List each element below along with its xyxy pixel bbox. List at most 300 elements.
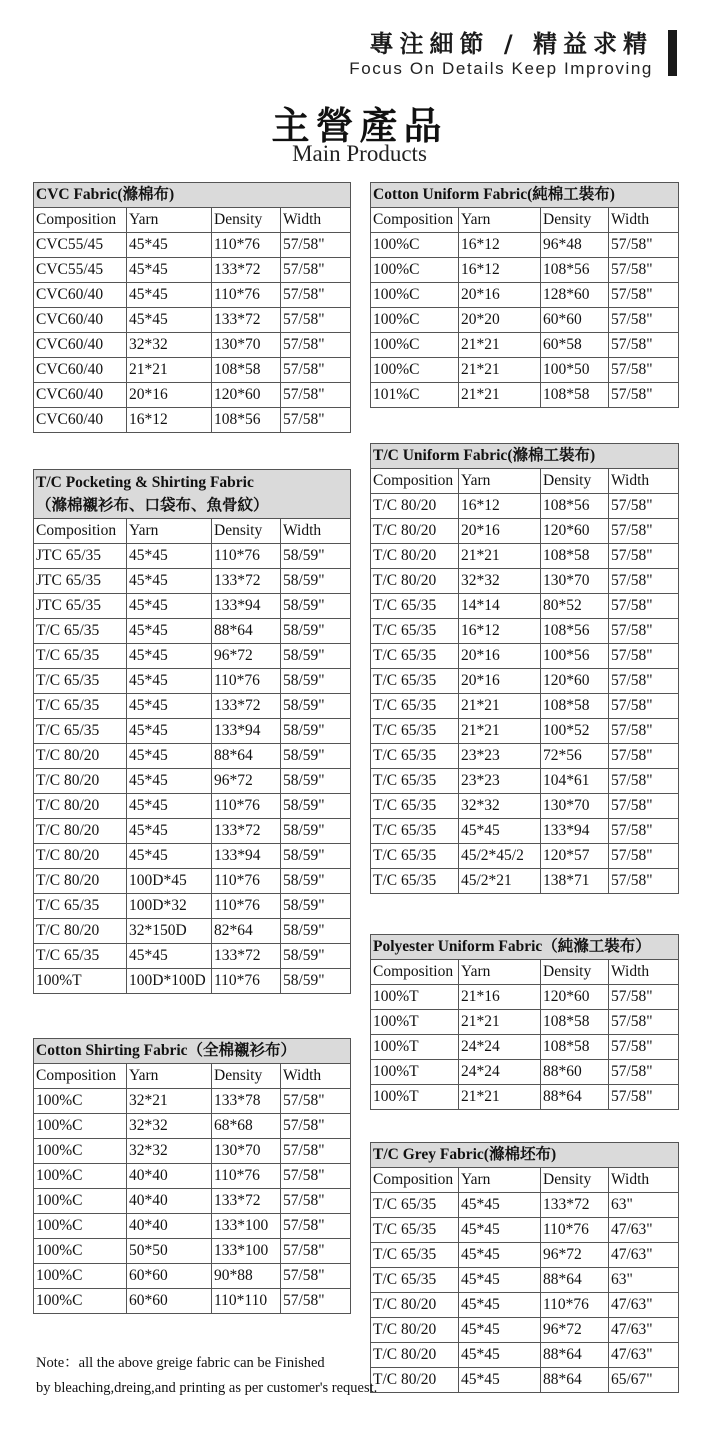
cell-yarn: 45*45: [127, 569, 212, 594]
cell-yarn: 16*12: [459, 233, 541, 258]
table-row: [371, 619, 679, 644]
table-row: [34, 1189, 351, 1214]
cell-composition: T/C 65/35: [371, 1218, 459, 1243]
cell-yarn: 32*32: [459, 569, 541, 594]
cell-composition: T/C 65/35: [371, 694, 459, 719]
cell-width: 57/58": [281, 283, 351, 308]
cell-width: 57/58": [609, 644, 679, 669]
cell-yarn: 16*12: [459, 258, 541, 283]
cell-composition: JTC 65/35: [34, 594, 127, 619]
cell-density: 120*60: [541, 519, 609, 544]
cell-density: 88*64: [541, 1085, 609, 1110]
table-title: T/C Uniform Fabric(滌棉工裝布): [371, 444, 679, 469]
cell-yarn: 45/2*45/2: [459, 844, 541, 869]
cell-density: 100*56: [541, 644, 609, 669]
cell-composition: 100%T: [371, 1060, 459, 1085]
cell-density: 130*70: [541, 794, 609, 819]
cell-composition: 100%C: [34, 1114, 127, 1139]
cell-width: 57/58": [609, 233, 679, 258]
table-row: [34, 1114, 351, 1139]
cell-width: 57/58": [609, 769, 679, 794]
cell-composition: T/C 80/20: [371, 1368, 459, 1393]
table-row: [371, 769, 679, 794]
cell-composition: T/C 65/35: [371, 644, 459, 669]
cell-width: 63": [609, 1193, 679, 1218]
header-composition: Composition: [34, 519, 127, 544]
cell-width: 58/59": [281, 944, 351, 969]
header-yarn: Yarn: [127, 208, 212, 233]
table-row: [34, 869, 351, 894]
cell-density: 110*76: [212, 1164, 281, 1189]
cell-density: 133*72: [212, 944, 281, 969]
cell-density: 110*76: [212, 969, 281, 994]
cell-width: 65/67": [609, 1368, 679, 1393]
cell-width: 58/59": [281, 819, 351, 844]
cell-width: 57/58": [281, 1089, 351, 1114]
table-row: [371, 358, 679, 383]
table-row: [371, 308, 679, 333]
cell-density: 110*76: [212, 669, 281, 694]
cell-density: 108*58: [541, 694, 609, 719]
cell-width: 57/58": [609, 1035, 679, 1060]
cell-yarn: 40*40: [127, 1214, 212, 1239]
cell-density: 110*110: [212, 1289, 281, 1314]
cell-width: 57/58": [281, 333, 351, 358]
header-width: Width: [609, 960, 679, 985]
cell-width: 58/59": [281, 644, 351, 669]
cell-yarn: 23*23: [459, 769, 541, 794]
cell-width: 57/58": [609, 744, 679, 769]
table-row: [34, 769, 351, 794]
table-row: [371, 283, 679, 308]
cell-yarn: 45*45: [127, 794, 212, 819]
cell-yarn: 45*45: [127, 769, 212, 794]
header-density: Density: [212, 1064, 281, 1089]
cell-yarn: 24*24: [459, 1035, 541, 1060]
cell-density: 110*76: [541, 1293, 609, 1318]
cell-composition: 101%C: [371, 383, 459, 408]
cell-density: 108*56: [541, 258, 609, 283]
cell-composition: 100%C: [34, 1214, 127, 1239]
header-width: Width: [609, 208, 679, 233]
cell-yarn: 45*45: [127, 619, 212, 644]
table-row: [34, 233, 351, 258]
header-density: Density: [541, 208, 609, 233]
table-cotton-uniform: [370, 182, 679, 408]
cell-yarn: 32*150D: [127, 919, 212, 944]
cell-width: 57/58": [609, 383, 679, 408]
cell-width: 47/63": [609, 1318, 679, 1343]
note-line-1: Note：all the above greige fabric can be Finished: [36, 1355, 325, 1371]
table-row: [34, 594, 351, 619]
table-header-row: [34, 208, 351, 233]
cell-composition: 100%C: [371, 358, 459, 383]
cell-width: 57/58": [609, 308, 679, 333]
cell-yarn: 20*16: [127, 383, 212, 408]
table-row: [34, 1139, 351, 1164]
cell-yarn: 60*60: [127, 1289, 212, 1314]
cell-yarn: 32*32: [127, 1114, 212, 1139]
cell-composition: T/C 65/35: [34, 894, 127, 919]
cell-width: 57/58": [609, 283, 679, 308]
cell-composition: 100%C: [371, 283, 459, 308]
table-row: [371, 819, 679, 844]
cell-composition: T/C 80/20: [34, 794, 127, 819]
table-row: [34, 844, 351, 869]
cell-yarn: 45*45: [127, 283, 212, 308]
header-density: Density: [212, 208, 281, 233]
cell-yarn: 45*45: [127, 258, 212, 283]
cell-density: 108*58: [541, 544, 609, 569]
cell-composition: T/C 65/35: [371, 1243, 459, 1268]
cell-density: 108*58: [212, 358, 281, 383]
cell-width: 58/59": [281, 844, 351, 869]
cell-density: 82*64: [212, 919, 281, 944]
table-title: Polyester Uniform Fabric（純滌工裝布）: [371, 935, 679, 960]
cell-width: 57/58": [281, 408, 351, 433]
header-density: Density: [212, 519, 281, 544]
table-title-row: [34, 1039, 351, 1064]
cell-width: 63": [609, 1268, 679, 1293]
table-header-row: [371, 469, 679, 494]
cell-composition: T/C 80/20: [34, 819, 127, 844]
cell-width: 57/58": [609, 819, 679, 844]
cell-width: 57/58": [609, 869, 679, 894]
table-row: [34, 333, 351, 358]
cell-yarn: 45*45: [127, 844, 212, 869]
cell-width: 58/59": [281, 919, 351, 944]
table-row: [371, 233, 679, 258]
cell-density: 88*64: [541, 1343, 609, 1368]
cell-yarn: 21*21: [459, 1085, 541, 1110]
cell-width: 57/58": [281, 358, 351, 383]
table-cvc-fabric: [33, 182, 351, 433]
table-row: [34, 408, 351, 433]
table-row: [371, 1243, 679, 1268]
cell-width: 58/59": [281, 544, 351, 569]
cell-yarn: 45*45: [127, 544, 212, 569]
table-title-row: [34, 470, 351, 519]
cell-density: 104*61: [541, 769, 609, 794]
cell-width: 58/59": [281, 744, 351, 769]
cell-width: 57/58": [609, 694, 679, 719]
cell-density: 88*64: [212, 619, 281, 644]
cell-composition: 100%C: [371, 258, 459, 283]
note-line-2: by bleaching,dreing,and printing as per customer's request.: [36, 1380, 378, 1396]
cell-yarn: 50*50: [127, 1239, 212, 1264]
cell-composition: T/C 80/20: [371, 1318, 459, 1343]
cell-density: 110*76: [212, 544, 281, 569]
page-title-en: Main Products: [292, 141, 427, 166]
cell-density: 108*56: [541, 494, 609, 519]
header-width: Width: [609, 1168, 679, 1193]
cell-composition: T/C 80/20: [371, 494, 459, 519]
cell-density: 133*100: [212, 1239, 281, 1264]
cell-composition: T/C 65/35: [371, 769, 459, 794]
cell-composition: 100%T: [371, 985, 459, 1010]
cell-density: 108*56: [541, 619, 609, 644]
cell-width: 58/59": [281, 869, 351, 894]
cell-density: 60*60: [541, 308, 609, 333]
cell-width: 57/58": [609, 519, 679, 544]
table-row: [371, 258, 679, 283]
cell-width: 57/58": [609, 569, 679, 594]
cell-yarn: 45*45: [459, 1343, 541, 1368]
cell-width: 57/58": [609, 619, 679, 644]
cell-composition: T/C 65/35: [371, 1193, 459, 1218]
header-yarn: Yarn: [459, 469, 541, 494]
cell-density: 88*64: [212, 744, 281, 769]
cell-width: 57/58": [281, 383, 351, 408]
table-row: [371, 494, 679, 519]
table-header-row: [34, 1064, 351, 1089]
header-yarn: Yarn: [127, 1064, 212, 1089]
table-row: [34, 1214, 351, 1239]
cell-width: 57/58": [281, 1114, 351, 1139]
cell-yarn: 100D*32: [127, 894, 212, 919]
table-tc-pocketing-shirting: [33, 469, 351, 994]
cell-density: 133*94: [212, 594, 281, 619]
cell-yarn: 60*60: [127, 1264, 212, 1289]
cell-composition: T/C 80/20: [371, 1343, 459, 1368]
cell-width: 57/58": [609, 494, 679, 519]
cell-density: 110*76: [212, 869, 281, 894]
table-row: [34, 1164, 351, 1189]
table-row: [34, 308, 351, 333]
cell-width: 57/58": [281, 1164, 351, 1189]
table-row: [34, 669, 351, 694]
cell-yarn: 45*45: [127, 644, 212, 669]
cell-yarn: 45*45: [459, 1368, 541, 1393]
cell-density: 133*72: [541, 1193, 609, 1218]
cell-density: 110*76: [212, 894, 281, 919]
cell-composition: 100%C: [34, 1289, 127, 1314]
cell-width: 57/58": [609, 844, 679, 869]
cell-yarn: 32*32: [127, 333, 212, 358]
cell-composition: T/C 80/20: [371, 544, 459, 569]
cell-yarn: 45*45: [459, 1293, 541, 1318]
cell-width: 58/59": [281, 969, 351, 994]
cell-composition: T/C 65/35: [34, 669, 127, 694]
table-row: [34, 794, 351, 819]
cell-composition: 100%C: [34, 1189, 127, 1214]
table-row: [371, 1343, 679, 1368]
cell-density: 133*72: [212, 694, 281, 719]
cell-yarn: 21*21: [459, 358, 541, 383]
cell-density: 108*58: [541, 1035, 609, 1060]
table-cotton-shirting: [33, 1038, 351, 1314]
cell-yarn: 45*45: [459, 1218, 541, 1243]
cell-composition: JTC 65/35: [34, 544, 127, 569]
cell-density: 96*72: [541, 1243, 609, 1268]
cell-density: 96*72: [541, 1318, 609, 1343]
cell-density: 133*72: [212, 1189, 281, 1214]
cell-density: 133*94: [212, 719, 281, 744]
table-row: [371, 869, 679, 894]
cell-width: 57/58": [609, 794, 679, 819]
cell-yarn: 45/2*21: [459, 869, 541, 894]
cell-yarn: 21*16: [459, 985, 541, 1010]
cell-width: 47/63": [609, 1218, 679, 1243]
header-width: Width: [281, 519, 351, 544]
table-row: [34, 819, 351, 844]
cell-density: 138*71: [541, 869, 609, 894]
header-composition: Composition: [371, 469, 459, 494]
cell-width: 58/59": [281, 669, 351, 694]
cell-density: 133*94: [541, 819, 609, 844]
cell-yarn: 20*16: [459, 283, 541, 308]
header-yarn: Yarn: [459, 960, 541, 985]
table-row: [371, 1010, 679, 1035]
cell-yarn: 21*21: [127, 358, 212, 383]
cell-density: 88*60: [541, 1060, 609, 1085]
cell-yarn: 16*12: [459, 619, 541, 644]
cell-composition: T/C 65/35: [371, 794, 459, 819]
table-row: [34, 694, 351, 719]
cell-yarn: 45*45: [127, 669, 212, 694]
cell-composition: T/C 65/35: [371, 819, 459, 844]
cell-yarn: 21*21: [459, 1010, 541, 1035]
cell-yarn: 21*21: [459, 694, 541, 719]
table-row: [371, 544, 679, 569]
header-width: Width: [281, 208, 351, 233]
cell-yarn: 45*45: [127, 744, 212, 769]
table-title: Cotton Uniform Fabric(純棉工裝布): [371, 183, 679, 208]
cell-yarn: 21*21: [459, 383, 541, 408]
cell-density: 88*64: [541, 1368, 609, 1393]
cell-composition: T/C 80/20: [34, 919, 127, 944]
header-yarn: Yarn: [127, 519, 212, 544]
table-title-row: [371, 444, 679, 469]
table-row: [34, 944, 351, 969]
cell-yarn: 14*14: [459, 594, 541, 619]
table-row: [371, 1318, 679, 1343]
cell-composition: T/C 65/35: [371, 594, 459, 619]
table-title: T/C Grey Fabric(滌棉坯布): [371, 1143, 679, 1168]
header-composition: Composition: [371, 960, 459, 985]
cell-composition: CVC60/40: [34, 408, 127, 433]
header-yarn: Yarn: [459, 1168, 541, 1193]
cell-composition: CVC60/40: [34, 283, 127, 308]
cell-width: 57/58": [609, 258, 679, 283]
cell-width: 57/58": [609, 358, 679, 383]
cell-composition: 100%C: [34, 1089, 127, 1114]
table-row: [34, 258, 351, 283]
cell-composition: CVC60/40: [34, 308, 127, 333]
table-title-row: [371, 935, 679, 960]
cell-density: 130*70: [541, 569, 609, 594]
cell-width: 58/59": [281, 569, 351, 594]
cell-density: 96*72: [212, 769, 281, 794]
cell-width: 57/58": [281, 1214, 351, 1239]
table-row: [371, 1085, 679, 1110]
cell-density: 96*48: [541, 233, 609, 258]
cell-composition: CVC55/45: [34, 258, 127, 283]
table-row: [371, 844, 679, 869]
table-row: [34, 358, 351, 383]
cell-yarn: 45*45: [459, 1243, 541, 1268]
table-row: [34, 969, 351, 994]
cell-composition: T/C 80/20: [34, 869, 127, 894]
header-density: Density: [541, 469, 609, 494]
cell-composition: 100%T: [371, 1010, 459, 1035]
cell-composition: 100%C: [34, 1164, 127, 1189]
table-row: [371, 569, 679, 594]
cell-width: 58/59": [281, 894, 351, 919]
header-bar: [668, 30, 677, 76]
cell-yarn: 45*45: [459, 1268, 541, 1293]
cell-composition: 100%C: [34, 1239, 127, 1264]
cell-yarn: 40*40: [127, 1189, 212, 1214]
table-row: [371, 594, 679, 619]
header-composition: Composition: [34, 208, 127, 233]
cell-width: 57/58": [281, 1289, 351, 1314]
table-row: [371, 694, 679, 719]
header-yarn: Yarn: [459, 208, 541, 233]
table-row: [34, 1239, 351, 1264]
cell-density: 60*58: [541, 333, 609, 358]
cell-density: 72*56: [541, 744, 609, 769]
table-row: [34, 619, 351, 644]
cell-composition: T/C 65/35: [371, 619, 459, 644]
cell-yarn: 45*45: [459, 819, 541, 844]
cell-density: 68*68: [212, 1114, 281, 1139]
cell-yarn: 45*45: [127, 308, 212, 333]
cell-yarn: 20*16: [459, 644, 541, 669]
cell-composition: T/C 65/35: [371, 719, 459, 744]
cell-yarn: 21*21: [459, 719, 541, 744]
cell-density: 110*76: [541, 1218, 609, 1243]
table-row: [34, 719, 351, 744]
cell-density: 110*76: [212, 794, 281, 819]
header-width: Width: [609, 469, 679, 494]
cell-composition: T/C 80/20: [371, 569, 459, 594]
table-row: [371, 794, 679, 819]
cell-composition: 100%T: [371, 1035, 459, 1060]
cell-density: 133*72: [212, 258, 281, 283]
cell-width: 57/58": [609, 669, 679, 694]
cell-density: 133*72: [212, 308, 281, 333]
table-row: [34, 1264, 351, 1289]
cell-yarn: 40*40: [127, 1164, 212, 1189]
cell-width: 47/63": [609, 1243, 679, 1268]
table-row: [371, 669, 679, 694]
cell-yarn: 20*16: [459, 669, 541, 694]
cell-composition: T/C 65/35: [34, 644, 127, 669]
table-row: [371, 383, 679, 408]
cell-composition: 100%C: [371, 308, 459, 333]
cell-composition: 100%C: [34, 1264, 127, 1289]
cell-density: 120*57: [541, 844, 609, 869]
cell-composition: CVC60/40: [34, 333, 127, 358]
cell-composition: T/C 65/35: [371, 669, 459, 694]
table-title-row: [371, 1143, 679, 1168]
cell-width: 57/58": [609, 594, 679, 619]
cell-composition: T/C 65/35: [34, 719, 127, 744]
cell-yarn: 100D*45: [127, 869, 212, 894]
cell-composition: T/C 65/35: [34, 619, 127, 644]
cell-density: 80*52: [541, 594, 609, 619]
table-row: [371, 985, 679, 1010]
header-width: Width: [281, 1064, 351, 1089]
cell-yarn: 16*12: [127, 408, 212, 433]
cell-density: 120*60: [212, 383, 281, 408]
cell-yarn: 32*32: [459, 794, 541, 819]
cell-yarn: 45*45: [459, 1318, 541, 1343]
table-row: [371, 1218, 679, 1243]
table-row: [371, 1293, 679, 1318]
table-tc-uniform: [370, 443, 679, 894]
